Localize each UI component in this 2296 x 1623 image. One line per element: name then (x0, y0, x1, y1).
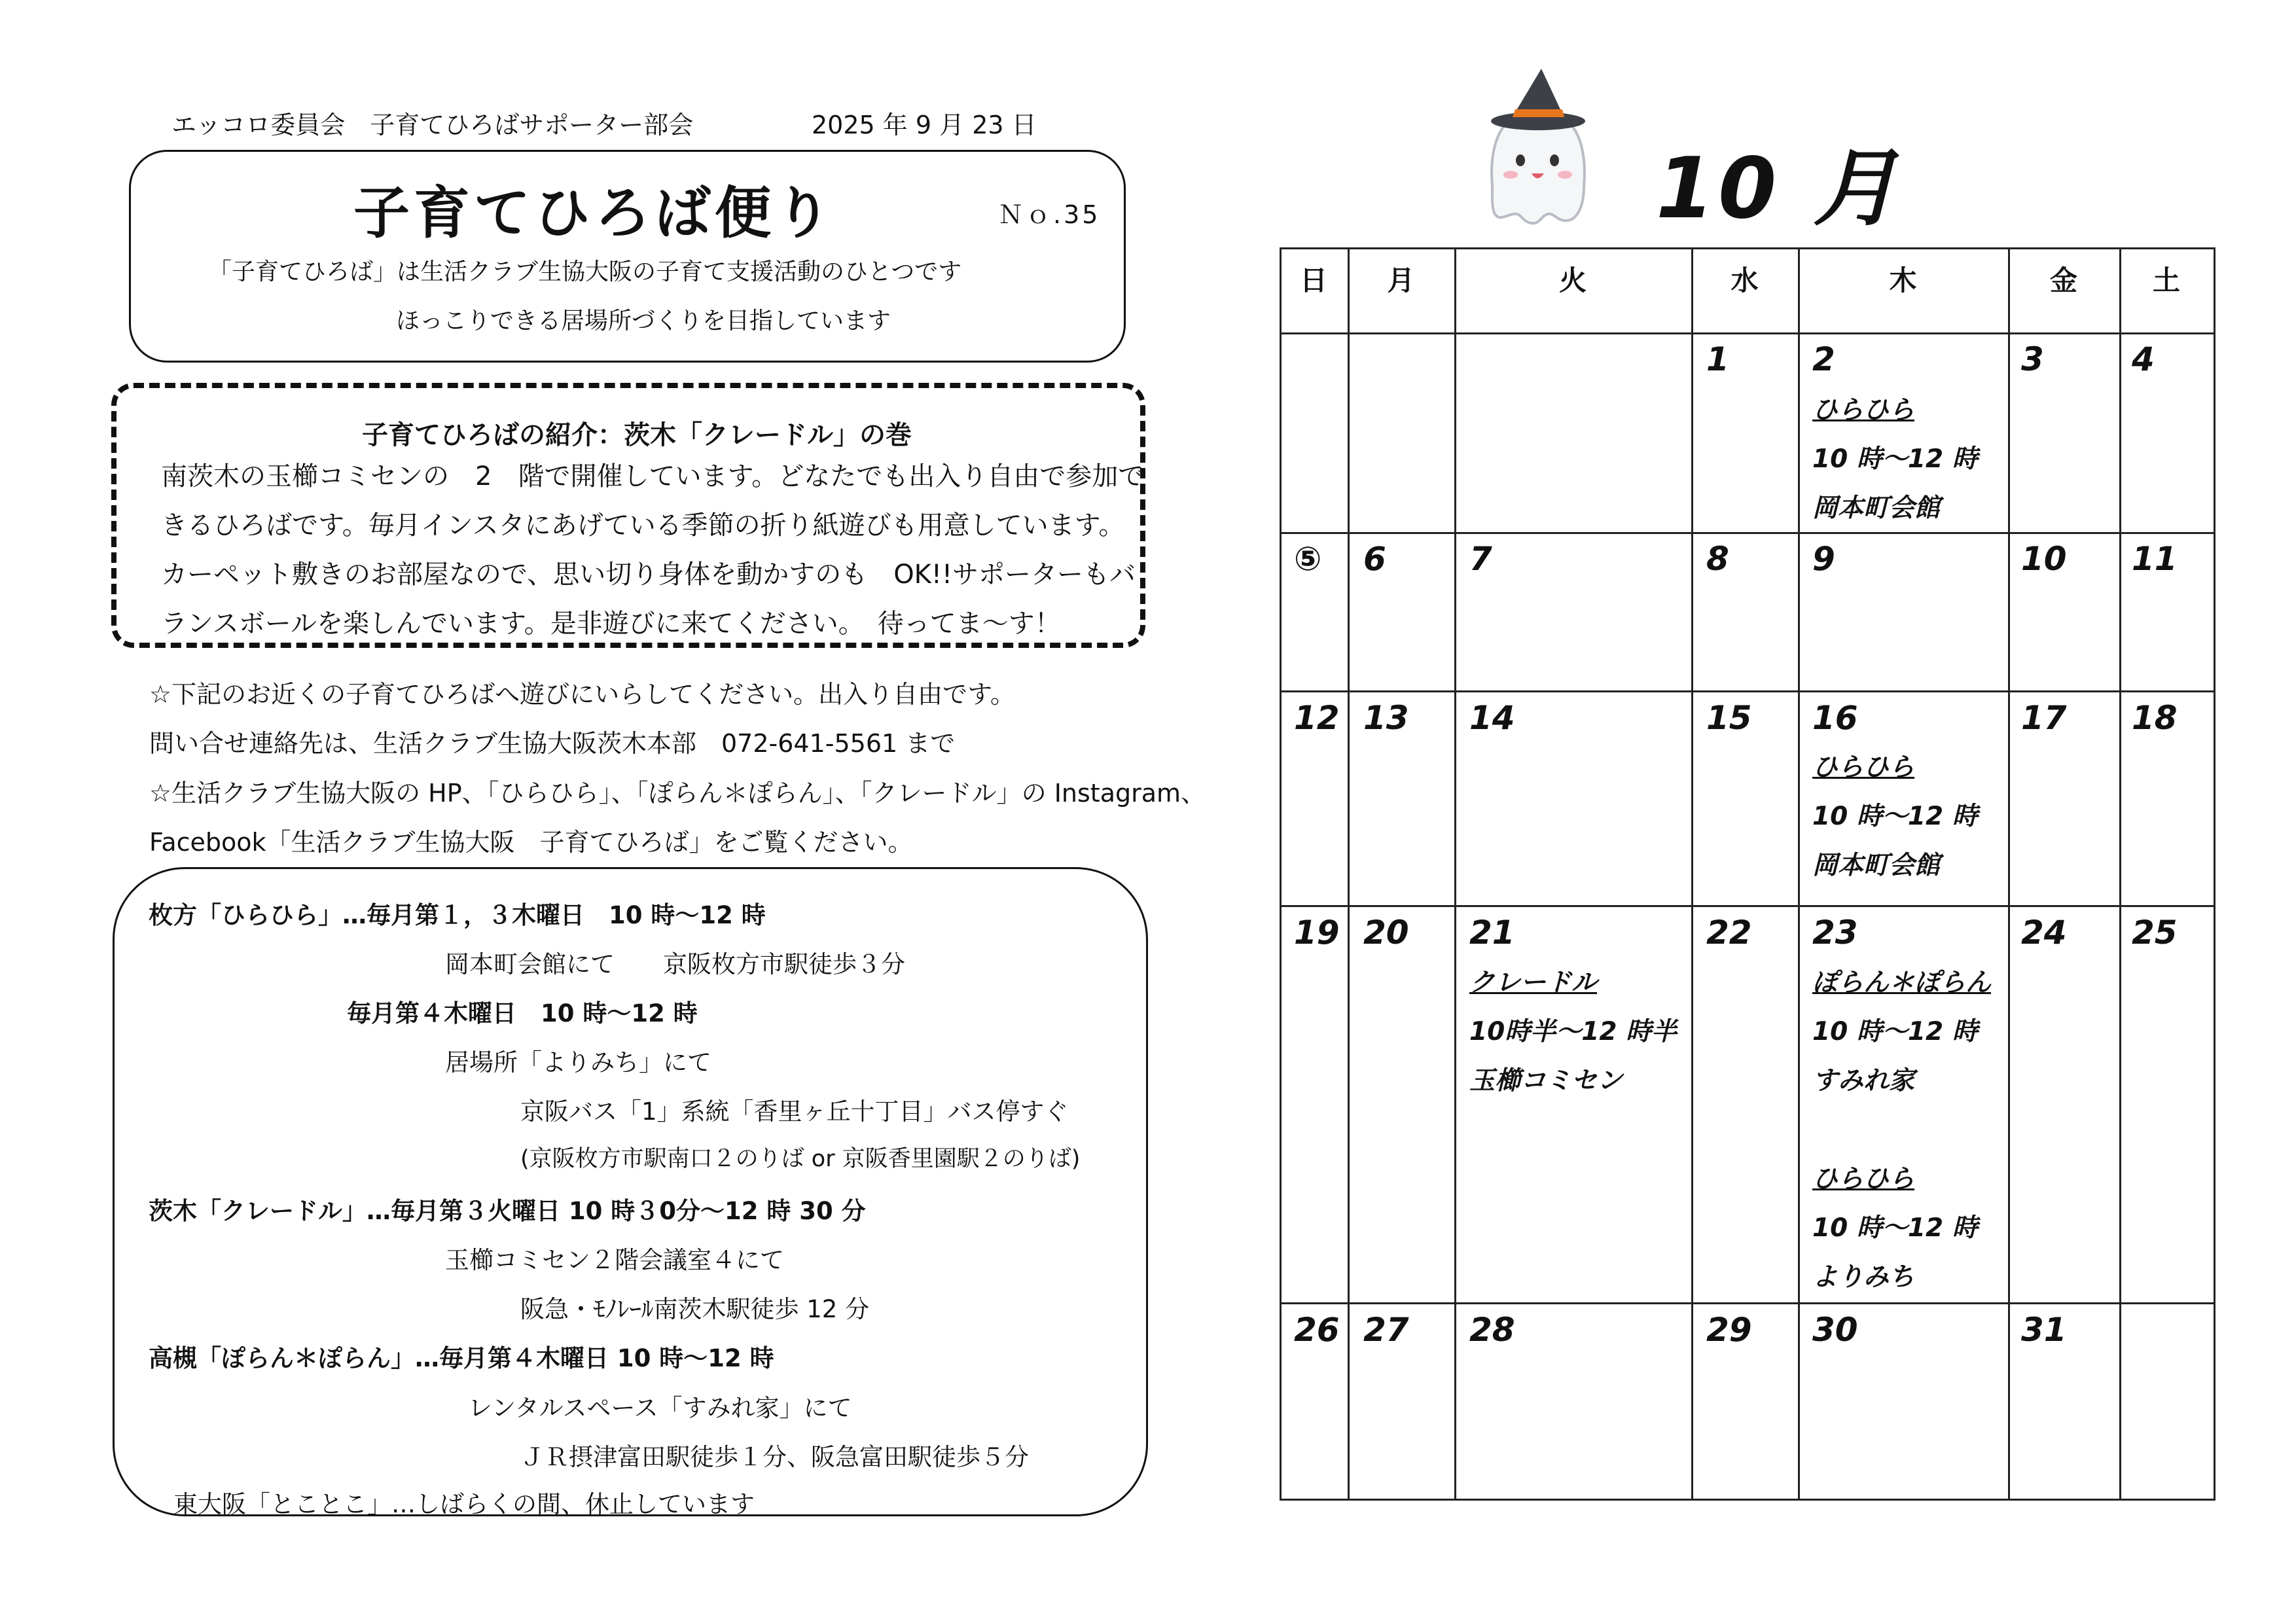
event-place: すみれ家 (1812, 1066, 1915, 1096)
organization-label: エッコロ委員会 子育てひろばサポーター部会 (171, 111, 694, 139)
info-line: ☆生活クラブ生協大阪の HP、「ひらひら」、「ぽらん＊ぽらん」、「クレードル」の Instagram、 (149, 779, 1206, 808)
event-place: 玉櫛コミセン (1469, 1066, 1623, 1096)
day-number: ⑤ (1294, 540, 1322, 578)
location-hirahira-second: 毎月第４木曜日 10 時～12 時 (347, 999, 698, 1027)
day-number: 2 (1812, 340, 1835, 378)
info-line: Facebook「生活クラブ生協大阪 子育てひろば」をご覧ください。 (149, 828, 913, 857)
day-number: 28 (1469, 1311, 1515, 1349)
day-number: 13 (1363, 699, 1409, 737)
grid-line (2008, 247, 2010, 1501)
title-description-line2: ほっこりできる居場所づくりを目指しています (396, 308, 891, 334)
event-name: ひらひら (1812, 395, 1915, 425)
day-number: 31 (2021, 1311, 2067, 1349)
grid-line (1280, 247, 2215, 249)
day-number: 23 (1812, 914, 1858, 952)
title-box (129, 150, 1126, 363)
day-number: 9 (1812, 540, 1835, 578)
location-detail: ＪＲ摂津富田駅徒歩１分、阪急富田駅徒歩５分 (520, 1443, 1029, 1471)
weekday-sat: 土 (2152, 264, 2180, 296)
day-number: 1 (1706, 340, 1729, 378)
event-place: 岡本町会館 (1812, 851, 1941, 880)
grid-line (1280, 1499, 2215, 1501)
day-number: 26 (1294, 1311, 1340, 1349)
day-number: 6 (1363, 540, 1386, 578)
weekday-mon: 月 (1387, 264, 1415, 296)
day-number: 8 (1706, 540, 1729, 578)
intro-box (111, 383, 1145, 648)
newsletter-title: 子育てひろば便り (353, 181, 835, 246)
grid-line (2214, 247, 2215, 1501)
location-detail: 京阪バス「1」系統「香里ヶ丘十丁目」バス停すぐ (520, 1097, 1069, 1126)
location-detail: 岡本町会館にて 京阪枚方市駅徒歩３分 (445, 950, 905, 978)
day-number: 14 (1469, 699, 1515, 737)
day-number: 18 (2132, 699, 2178, 737)
day-number: 20 (1363, 914, 1409, 952)
day-number: 29 (1706, 1311, 1752, 1349)
grid-line (1798, 247, 1800, 1501)
event-name: ぽらん＊ぽらん (1812, 968, 1992, 997)
day-number: 30 (1812, 1311, 1858, 1349)
grid-line (1280, 690, 2215, 692)
intro-line: ランスボールを楽しんでいます。是非遊びに来てください。 待ってま～す！ (161, 609, 1061, 639)
issue-date: 2025 年 9 月 23 日 (812, 111, 1037, 139)
event-place: よりみち (1812, 1262, 1915, 1292)
event-name: ひらひら (1812, 1164, 1915, 1194)
grid-line (1280, 1302, 2215, 1304)
intro-line: きるひろばです。毎月インスタにあげている季節の折り紙遊びも用意しています。 (161, 510, 1125, 541)
event-time: 10 時～12 時 (1812, 1017, 1978, 1046)
event-name: クレードル (1469, 968, 1598, 997)
info-line: 問い合せ連絡先は、生活クラブ生協大阪茨木本部 072-641-5561 まで (149, 729, 956, 758)
day-number: 21 (1469, 914, 1515, 952)
day-number: 19 (1294, 914, 1340, 952)
info-line: ☆下記のお近くの子育てひろばへ遊びにいらしてください。出入り自由です。 (149, 680, 1016, 709)
grid-line (1280, 247, 1282, 1501)
weekday-sun: 日 (1299, 264, 1327, 296)
location-detail: 阪急・ﾓﾉﾚｰﾙ南茨木駅徒歩 12 分 (520, 1295, 870, 1323)
day-number: 24 (2021, 914, 2067, 952)
intro-heading: 子育てひろばの紹介：茨木「クレードル」の巻 (362, 420, 912, 450)
day-number: 7 (1469, 540, 1492, 578)
grid-line (1454, 247, 1456, 1501)
grid-line (1691, 247, 1693, 1501)
weekday-thu: 木 (1889, 264, 1917, 296)
location-detail: 居場所「よりみち」にて (445, 1048, 711, 1077)
event-time: 10 時～12 時 (1812, 802, 1978, 831)
event-time: 10時半～12 時半 (1469, 1017, 1677, 1046)
intro-line: カーペット敷きのお部屋なので、思い切り身体を動かすのも OK!!サポーターもバ (161, 560, 1136, 590)
day-number: 25 (2132, 914, 2178, 952)
event-time: 10 時～12 時 (1812, 444, 1978, 474)
month-title: 10 月 (1656, 140, 1901, 238)
weekday-tue: 火 (1558, 264, 1587, 296)
day-number: 11 (2132, 540, 2178, 578)
calendar-grid (1280, 247, 2215, 1501)
title-description-line1: 「子育てひろば」は生活クラブ生協大阪の子育て支援活動のひとつです (208, 259, 962, 285)
weekday-fri: 金 (2049, 264, 2077, 296)
day-number: 4 (2132, 340, 2155, 378)
event-time: 10 時～12 時 (1812, 1213, 1978, 1243)
location-detail: (京阪枚方市駅南口２のりば or 京阪香里園駅２のりば) (520, 1146, 1081, 1172)
grid-line (1280, 532, 2215, 534)
day-number: 17 (2021, 699, 2067, 737)
locations-box (113, 867, 1148, 1516)
day-number: 12 (1294, 699, 1340, 737)
weekday-wed: 水 (1731, 264, 1759, 296)
day-number: 16 (1812, 699, 1858, 737)
ghost-with-witch-hat-icon (1443, 49, 1633, 239)
day-number: 27 (1363, 1311, 1409, 1349)
day-number: 10 (2021, 540, 2067, 578)
event-place: 岡本町会館 (1812, 493, 1941, 523)
location-hirahira: 枚方「ひらひら」…毎月第１，３木曜日 10 時～12 時 (149, 901, 766, 929)
location-poran: 高槻「ぽらん＊ぽらん」…毎月第４木曜日 10 時～12 時 (149, 1344, 774, 1372)
day-number: 3 (2021, 340, 2044, 378)
grid-line (1280, 905, 2215, 907)
location-tokotoko: 東大阪「とことこ」…しばらくの間、休止しています (173, 1490, 755, 1518)
grid-line (1348, 247, 1350, 1501)
grid-line (2119, 247, 2121, 1501)
intro-line: 南茨木の玉櫛コミセンの 2 階で開催しています。どなたでも出入り自由で参加で (161, 461, 1145, 491)
day-number: 15 (1706, 699, 1752, 737)
grid-line (1280, 332, 2215, 334)
day-number: 22 (1706, 914, 1752, 952)
location-detail: レンタルスペース「すみれ家」にて (468, 1394, 852, 1422)
issue-number: Ｎｏ.35 (998, 200, 1101, 229)
event-name: ひらひら (1812, 753, 1915, 782)
location-cradle: 茨木「クレードル」…毎月第３火曜日 10 時３0分～12 時 30 分 (149, 1197, 866, 1225)
location-detail: 玉櫛コミセン２階会議室４にて (445, 1246, 784, 1274)
